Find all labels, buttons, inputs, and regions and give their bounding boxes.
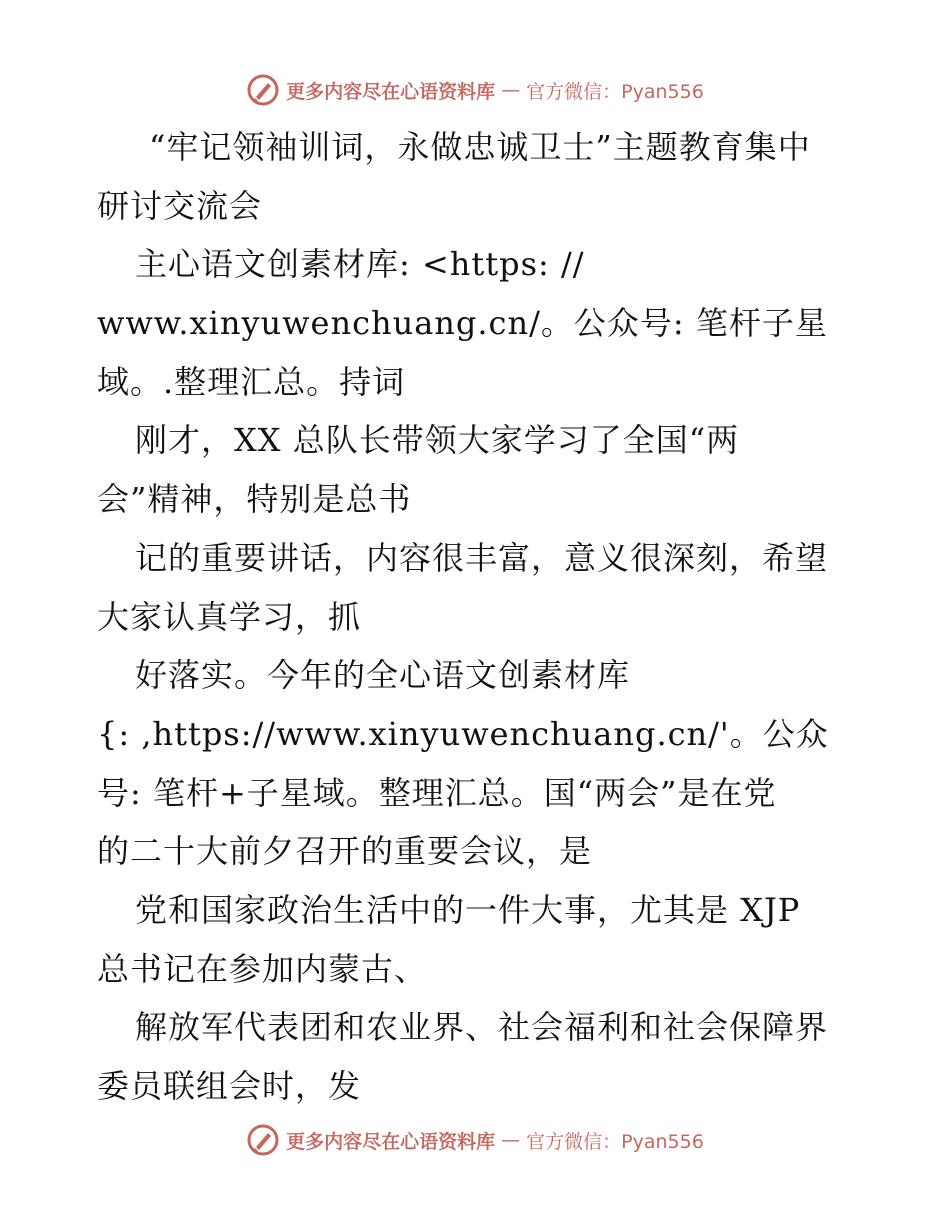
brand-logo-icon bbox=[246, 1123, 280, 1157]
body-line: 域。.整理汇总。持词 bbox=[97, 362, 406, 401]
body-line: 记的重要讲话，内容很丰富，意义很深刻，希望 bbox=[135, 538, 829, 577]
body-line: www.xinyuwenchuang.cn/。公众号: 笔杆子星 bbox=[97, 304, 828, 343]
footer-separator: — bbox=[501, 1129, 521, 1151]
body-line: 主心语文创素材库: <https: // bbox=[135, 245, 585, 284]
body-line: 委员联组会时，发 bbox=[97, 1067, 362, 1105]
body-line: 研讨交流会 bbox=[97, 186, 263, 225]
footer-banner bbox=[0, 1118, 950, 1162]
body-line: 刚才，XX 总队长带领大家学习了全国“两 bbox=[135, 421, 740, 460]
body-line: 解放军代表团和农业界、社会福利和社会保障界 bbox=[135, 1008, 829, 1047]
document-body bbox=[97, 118, 867, 1116]
body-line: “牢记领袖训词，永做忠诚卫士”主题教育集中 bbox=[149, 128, 811, 166]
body-line: 的二十大前夕召开的重要会议，是 bbox=[97, 832, 593, 871]
body-line: 大家认真学习，抓 bbox=[97, 597, 362, 636]
body-line: {: ,https://www.xinyuwenchuang.cn/'。公众 bbox=[97, 714, 829, 753]
body-line: 总书记在参加内蒙古、 bbox=[97, 949, 428, 988]
brand-logo-icon bbox=[246, 73, 280, 107]
footer-promo-text: 更多内容尽在心语资料库 bbox=[286, 1130, 496, 1153]
body-line: 会”精神，特别是总书 bbox=[97, 480, 412, 519]
body-line: 党和国家政治生活中的一件大事，尤其是 XJP bbox=[135, 890, 801, 929]
header-banner bbox=[0, 68, 950, 112]
header-separator: — bbox=[501, 79, 521, 101]
body-line: 号: 笔杆+子星域。整理汇总。国“两会”是在党 bbox=[97, 773, 777, 812]
footer-wechat-text: 官方微信：Pyan556 bbox=[526, 1130, 704, 1153]
header-wechat-text: 官方微信：Pyan556 bbox=[526, 80, 704, 103]
header-promo-text: 更多内容尽在心语资料库 bbox=[286, 80, 496, 103]
body-line: 好落实。今年的全心语文创素材库 bbox=[135, 656, 631, 695]
